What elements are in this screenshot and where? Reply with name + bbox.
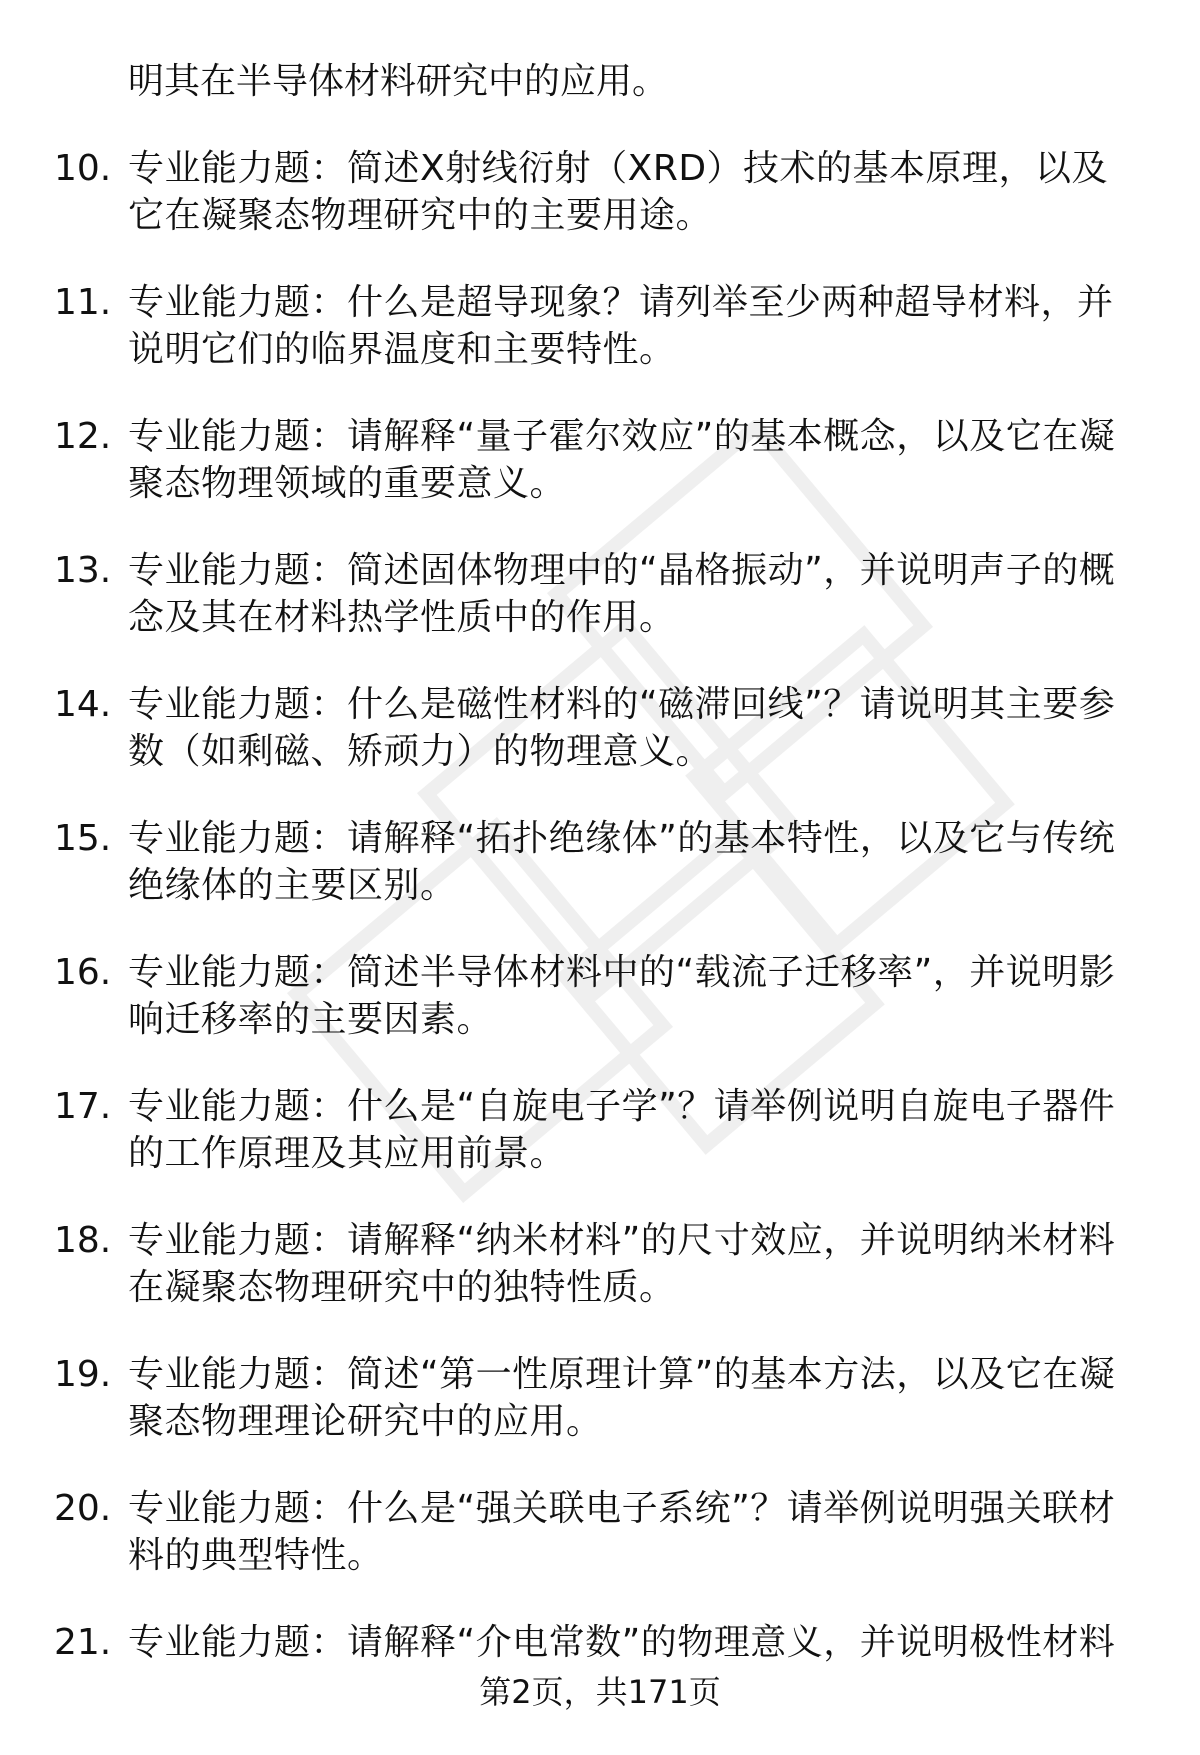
question-number: 21.: [54, 1622, 112, 1663]
list-item: [0, 1619, 1128, 1666]
page-number: 第2页，共171页: [479, 1673, 721, 1711]
question-number: 12.: [54, 416, 112, 457]
question-number: 19.: [54, 1354, 112, 1395]
question-list: [0, 145, 1200, 1666]
continued-text: 明其在半导体材料研究中的应用。: [128, 61, 669, 102]
list-item: [0, 1083, 1128, 1177]
question-number: 15.: [54, 818, 112, 859]
question-number: 17.: [54, 1086, 112, 1127]
question-text: 专业能力题：简述X射线衍射（XRD）技术的基本原理，以及它在凝聚态物理研究中的主要用途。: [128, 148, 1109, 236]
list-item: [0, 949, 1128, 1043]
question-text: 专业能力题：请解释“纳米材料”的尺寸效应，并说明纳米材料在凝聚态物理研究中的独特性质。: [128, 1220, 1116, 1308]
list-item: [0, 815, 1128, 909]
question-text: 专业能力题：什么是“自旋电子学”？请举例说明自旋电子器件的工作原理及其应用前景。: [128, 1086, 1116, 1174]
question-text: 专业能力题：请解释“介电常数”的物理意义，并说明极性材料: [128, 1622, 1116, 1663]
question-number: 18.: [54, 1220, 112, 1261]
question-text: 专业能力题：请解释“量子霍尔效应”的基本概念，以及它在凝聚态物理领域的重要意义。: [128, 416, 1116, 504]
list-item: [0, 547, 1128, 641]
question-text: 专业能力题：什么是“强关联电子系统”？请举例说明强关联材料的典型特性。: [128, 1488, 1116, 1576]
list-item: [0, 145, 1128, 239]
question-text: 专业能力题：什么是磁性材料的“磁滞回线”？请说明其主要参数（如剩磁、矫顽力）的物理意义。: [128, 684, 1116, 772]
question-number: 10.: [54, 148, 112, 189]
question-text: 专业能力题：简述固体物理中的“晶格振动”，并说明声子的概念及其在材料热学性质中的作用。: [128, 550, 1116, 638]
list-item: [0, 279, 1128, 373]
list-item: [0, 681, 1128, 775]
question-text: 专业能力题：简述“第一性原理计算”的基本方法，以及它在凝聚态物理理论研究中的应用。: [128, 1354, 1116, 1442]
question-number: 20.: [54, 1488, 112, 1529]
document-body: [0, 58, 1200, 1666]
question-text: 专业能力题：简述半导体材料中的“载流子迁移率”，并说明影响迁移率的主要因素。: [128, 952, 1116, 1040]
question-text: 专业能力题：请解释“拓扑绝缘体”的基本特性，以及它与传统绝缘体的主要区别。: [128, 818, 1116, 906]
page-footer: [0, 1672, 1200, 1712]
question-text: 专业能力题：什么是超导现象？请列举至少两种超导材料，并说明它们的临界温度和主要特性。: [128, 282, 1114, 370]
question-number: 11.: [54, 282, 112, 323]
question-number: 16.: [54, 952, 112, 993]
question-number: 14.: [54, 684, 112, 725]
list-item: [0, 1217, 1128, 1311]
question-number: 13.: [54, 550, 112, 591]
list-item: [0, 1351, 1128, 1445]
list-item: [0, 413, 1128, 507]
list-item: [0, 1485, 1128, 1579]
